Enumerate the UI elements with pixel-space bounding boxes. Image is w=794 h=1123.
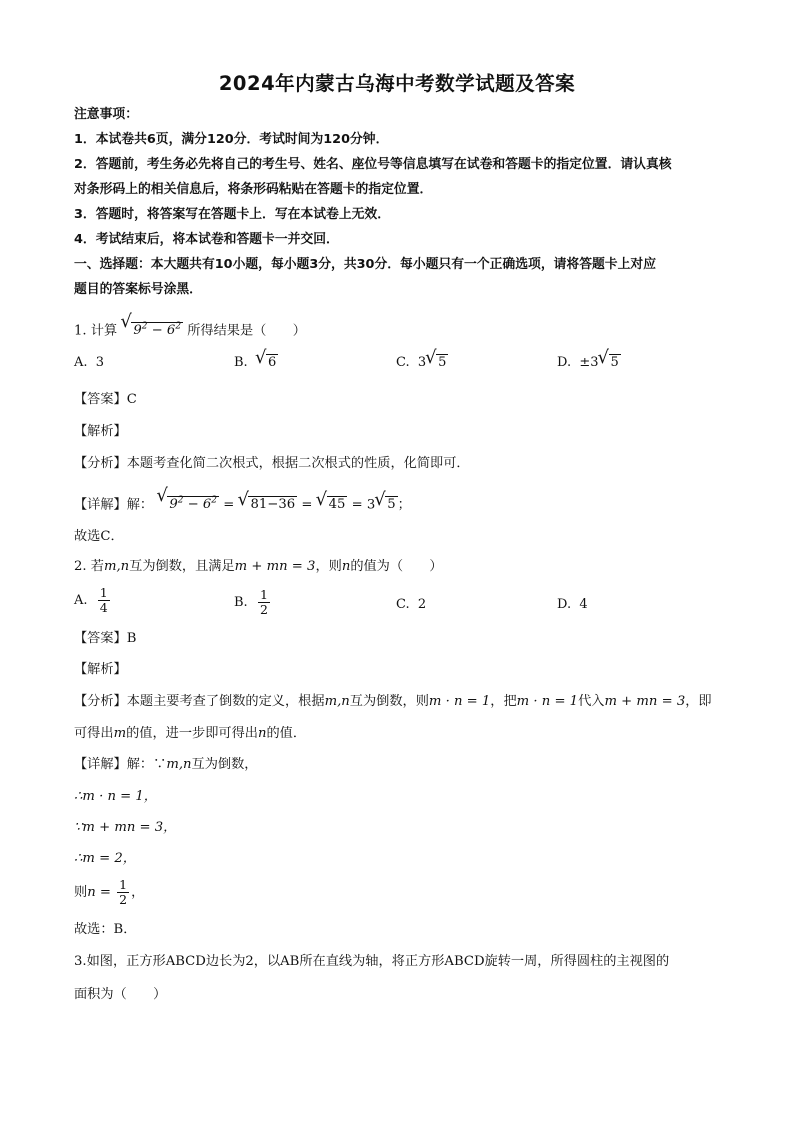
step: 则n = $\frac{1}{2}$ ， <box>74 877 145 907</box>
detail: 【详解】解：∵m,n互为倒数， <box>74 757 258 772</box>
detail: 【详解】解： √ $9^2 - 6^2$ = √ 81−36 = √ 45 = 3 √ 5 ； <box>74 485 411 513</box>
analysis: 【分析】本题考查化简二次根式，根据二次根式的性质，化简即可． <box>74 456 470 471</box>
question-1-stem: 1. 计算 √ $9^2 - 6^2$ 所得结果是（ ） <box>74 311 306 339</box>
question-2-stem: 2. 若m,n互为倒数，且满足m + mn = 3，则n的值为（ ） <box>74 559 443 574</box>
analysis-cont: 可得出m的值，进一步即可得出n的值． <box>74 726 307 741</box>
analysis-heading: 【解析】 <box>74 424 127 439</box>
option-a: A. $\frac{1}{4}$ <box>74 585 108 615</box>
option-a: A. 3 <box>74 355 105 370</box>
option-d: D. 4 <box>557 597 588 612</box>
option-b: B. $\frac{1}{2}$ <box>234 587 268 617</box>
step: ∵m + mn = 3， <box>74 820 177 835</box>
question-3-stem: 3.如图，正方形ABCD边长为2，以AB所在直线为轴，将正方形ABCD旋转一周，所得圆柱的主视图的 <box>74 954 670 969</box>
question-3-stem-cont: 面积为（ ） <box>74 987 167 1002</box>
answer: 【答案】C <box>74 392 137 407</box>
conclusion: 故选：B． <box>74 922 137 937</box>
analysis-heading: 【解析】 <box>74 662 127 677</box>
note-item: 1．本试卷共6页，满分120分．考试时间为120分钟． <box>74 132 389 147</box>
note-item: 3．答题时，将答案写在答题卡上．写在本试卷上无效． <box>74 207 391 222</box>
step: ∴m · n = 1， <box>74 789 157 804</box>
section-heading: 一、选择题：本大题共有10小题，每小题3分，共30分．每小题只有一个正确选项，请将答题卡上对应 <box>74 257 656 272</box>
analysis: 【分析】本题主要考查了倒数的定义，根据m,n互为倒数，则m · n = 1，把m · n = 1代入m + mn = 3，即 <box>74 694 712 709</box>
option-b: B. √ 6 <box>234 347 277 370</box>
section-heading-cont: 题目的答案标号涂黑． <box>74 282 202 297</box>
sqrt-expression: √ $9^2 - 6^2$ <box>120 311 182 339</box>
conclusion: 故选C． <box>74 529 124 544</box>
step: ∴m = 2， <box>74 851 136 866</box>
option-c: C. 2 <box>396 597 427 612</box>
notes-heading: 注意事项： <box>74 107 138 122</box>
option-c: C. 3 √ 5 <box>396 347 447 370</box>
note-item: 对条形码上的相关信息后，将条形码粘贴在答题卡的指定位置． <box>74 182 433 197</box>
note-item: 2．答题前，考生务必先将自己的考生号、姓名、座位号等信息填写在试卷和答题卡的指定位置．请认真核 <box>74 157 672 172</box>
note-item: 4．考试结束后，将本试卷和答题卡一并交回． <box>74 232 339 247</box>
page-title: 2024年内蒙古乌海中考数学试题及答案 <box>218 72 576 95</box>
answer: 【答案】B <box>74 631 137 646</box>
option-d: D. ±3 √ 5 <box>557 347 619 370</box>
